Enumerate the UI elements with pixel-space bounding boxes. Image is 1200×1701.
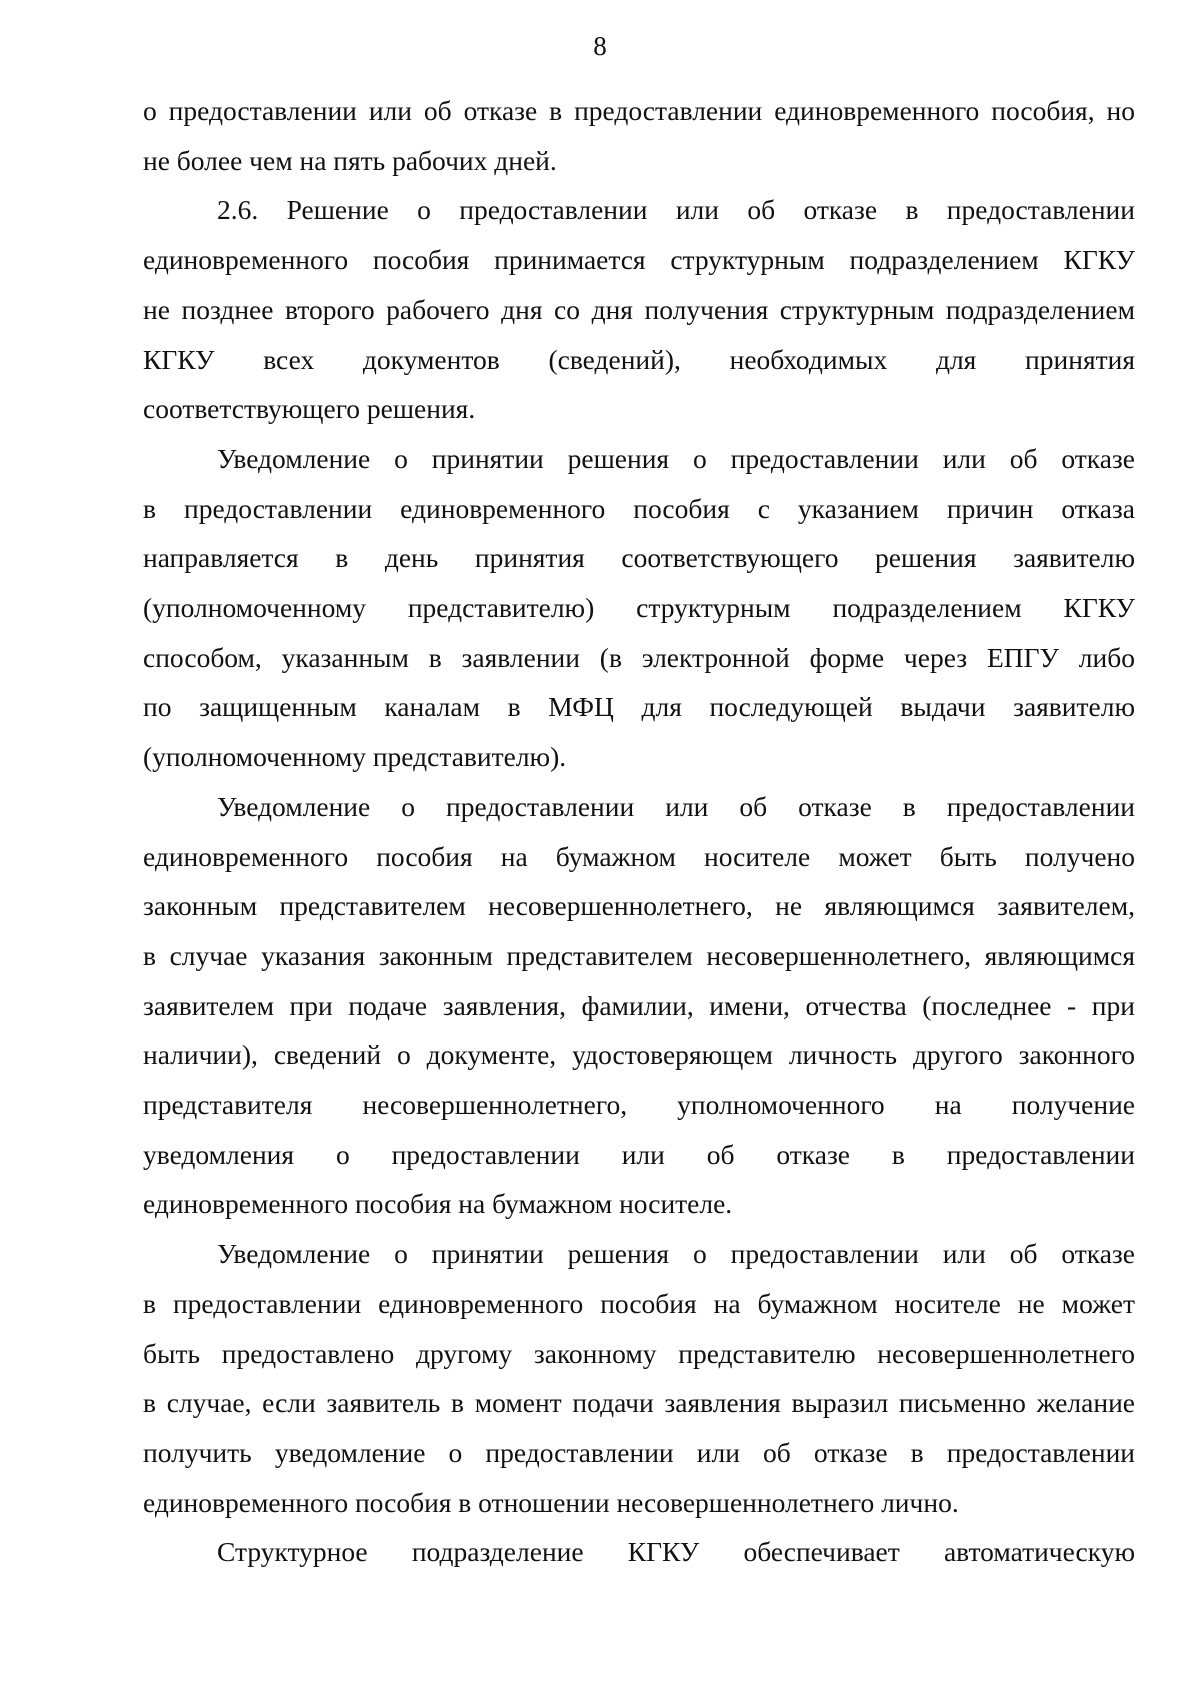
text-line: 2.6. Решение о предоставлении или об отказе в предоставлении (217, 194, 1135, 226)
text-line: способом, указанным в заявлении (в электронной форме через ЕПГУ либо (143, 641, 1135, 673)
text-line: (уполномоченному представителю) структурным подразделением КГКУ (143, 592, 1135, 624)
text-line: в случае, если заявитель в момент подачи заявления выразил письменно желание (143, 1387, 1135, 1419)
text-line: (уполномоченному представителю). (143, 741, 567, 773)
text-line: Структурное подразделение КГКУ обеспечивает автоматическую (217, 1536, 1135, 1568)
paragraph (143, 1229, 1135, 1527)
paragraph (143, 434, 1135, 782)
text-line: быть предоставлено другому законному представителю несовершеннолетнего (143, 1337, 1135, 1369)
text-line: единовременного пособия принимается структурным подразделением КГКУ (143, 244, 1135, 276)
text-line: соответствующего решения. (143, 393, 476, 425)
text-line: в случае указания законным представителем несовершеннолетнего, являющимся (143, 939, 1135, 971)
text-line: Уведомление о предоставлении или об отказе в предоставлении (217, 790, 1135, 822)
text-line: заявителем при подаче заявления, фамилии, имени, отчества (последнее - при (143, 989, 1135, 1021)
paragraph (143, 782, 1135, 1229)
text-line: единовременного пособия на бумажном носителе. (143, 1188, 733, 1220)
text-line: о предоставлении или об отказе в предоставлении единовременного пособия, но (143, 95, 1135, 126)
text-line: Уведомление о принятии решения о предоставлении или об отказе (217, 442, 1135, 474)
text-line: по защищенным каналам в МФЦ для последующей выдачи заявителю (143, 691, 1135, 723)
text-line: в предоставлении единовременного пособия на бумажном носителе не может (143, 1287, 1135, 1319)
paragraph (143, 86, 1135, 185)
text-line: получить уведомление о предоставлении или об отказе в предоставлении (143, 1436, 1135, 1468)
text-line: не более чем на пять рабочих дней. (143, 144, 557, 176)
text-line: КГКУ всех документов (сведений), необходимых для принятия (143, 343, 1135, 375)
text-line: единовременного пособия в отношении несовершеннолетнего лично. (143, 1486, 959, 1518)
text-line: представителя несовершеннолетнего, уполномоченного на получение (143, 1089, 1135, 1121)
text-line: не позднее второго рабочего дня со дня получения структурным подразделением (143, 293, 1135, 325)
text-line: уведомления о предоставлении или об отказе в предоставлении (143, 1138, 1135, 1170)
text-line: наличии), сведений о документе, удостоверяющем личность другого законного (143, 1039, 1135, 1071)
document-body (143, 86, 1135, 1577)
paragraph (143, 185, 1135, 434)
text-line: в предоставлении единовременного пособия с указанием причин отказа (143, 492, 1135, 524)
text-line: единовременного пособия на бумажном носителе может быть получено (143, 840, 1135, 872)
paragraph (143, 1527, 1135, 1577)
text-line: Уведомление о принятии решения о предоставлении или об отказе (217, 1238, 1135, 1270)
text-line: направляется в день принятия соответствующего решения заявителю (143, 542, 1135, 574)
page-number: 8 (593, 31, 607, 61)
text-line: законным представителем несовершеннолетнего, не являющимся заявителем, (143, 890, 1135, 922)
